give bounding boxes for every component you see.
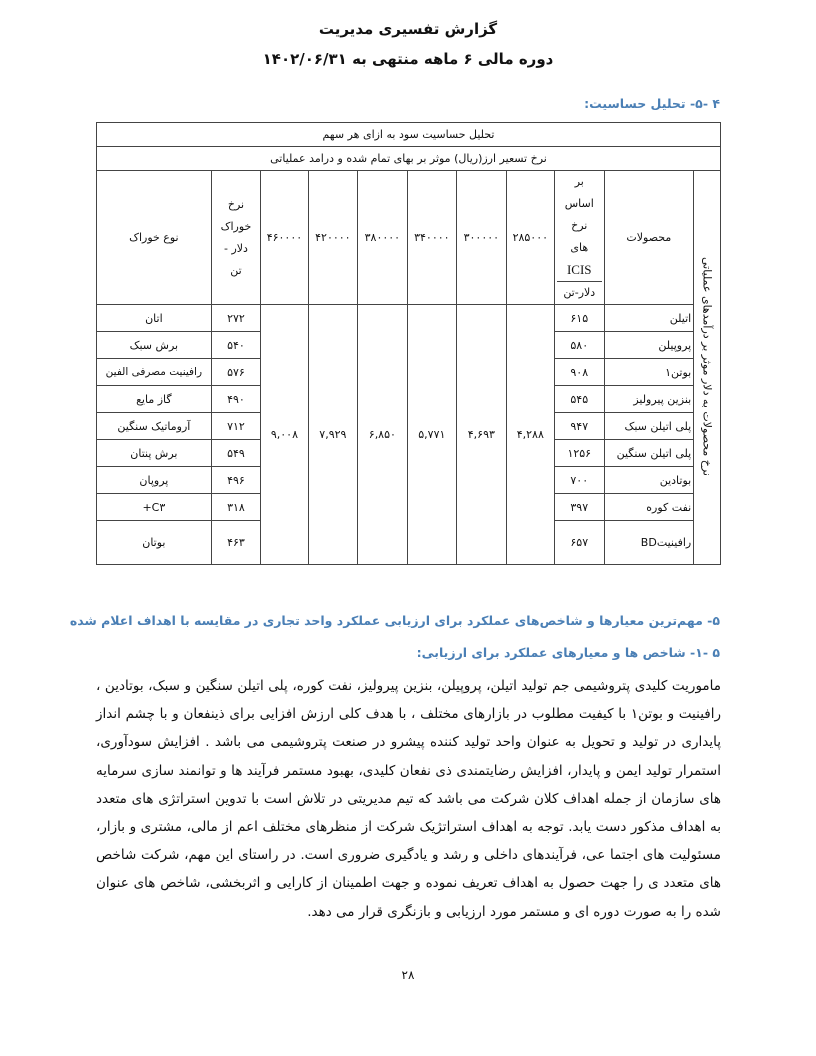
side-label: نرخ محصولات به دلار موثر بر درآمدهای عملیاتی — [700, 256, 714, 476]
feed-name: آروماتیک سنگین — [97, 413, 212, 440]
product-price: ۹۰۸ — [555, 359, 604, 386]
product-name: پروپیلن — [604, 332, 694, 359]
section5-1-heading: ۵ -۱- شاخص ها و معیارهای عملکرد برای ارزیابی: — [416, 645, 720, 660]
feed-rate-line: تن — [230, 263, 242, 277]
rate-header: ۴۶۰۰۰۰ — [261, 171, 308, 305]
icis-line: اساس — [564, 197, 594, 210]
feed-name: پروپان — [97, 467, 212, 494]
col-header-feed: نوع خوراک — [97, 171, 212, 305]
product-name: بنزین پیرولیز — [604, 386, 694, 413]
icis-line: بر — [574, 175, 584, 188]
icis-line: دلار-تن — [563, 286, 596, 299]
product-price: ۳۹۷ — [555, 494, 604, 521]
rate-header: ۳۸۰۰۰۰ — [358, 171, 407, 305]
feed-price: ۴۹۶ — [211, 467, 260, 494]
product-price: ۵۸۰ — [555, 332, 604, 359]
product-name: نفت کوره — [604, 494, 694, 521]
icis-line: نرخ — [571, 219, 588, 232]
table-title: تحلیل حساسیت سود به ازای هر سهم — [97, 123, 721, 147]
product-price: ۵۴۵ — [555, 386, 604, 413]
sensitivity-table — [96, 122, 721, 565]
feed-price: ۵۷۶ — [211, 359, 260, 386]
rate-header: ۴۲۰۰۰۰ — [308, 171, 357, 305]
report-period: دوره مالی ۶ ماهه منتهی به ۱۴۰۲/۰۶/۳۱ — [262, 50, 554, 68]
feed-rate-line: نرخ — [227, 197, 245, 211]
feed-name: اتان — [97, 305, 212, 332]
table-row — [97, 305, 721, 332]
rate-header: ۲۸۵۰۰۰ — [506, 171, 554, 305]
col-header-products: محصولات — [604, 171, 694, 305]
product-name: پلی اتیلن سبک — [604, 413, 694, 440]
icis-line: های — [570, 241, 589, 254]
feed-price: ۴۶۳ — [211, 521, 260, 565]
feed-name: رافینیت مصرفی الفین — [97, 359, 212, 386]
product-name: پلی اتیلن سنگین — [604, 440, 694, 467]
feed-name: برش پنتان — [97, 440, 212, 467]
feed-rate-line: دلار - — [223, 241, 248, 255]
icis-line: ICIS — [557, 259, 601, 282]
section5-heading: ۵- مهم‌ترین معیارها و شاخص‌های عملکرد برای ارزیابی عملکرد واحد تجاری در مقایسه با اهداف اعلام شده — [69, 613, 720, 628]
col-header-feed-rate — [211, 171, 260, 305]
sensitivity-heading: ۴ -۵- تحلیل حساسیت: — [584, 96, 720, 111]
eps-value: ۹,۰۰۸ — [261, 305, 308, 565]
feed-price: ۲۷۲ — [211, 305, 260, 332]
feed-rate-line: خوراک — [220, 219, 252, 233]
table-subtitle: نرخ تسعیر ارز(ریال) موثر بر بهای تمام شده و درامد عملیاتی — [97, 147, 721, 171]
product-price: ۹۴۷ — [555, 413, 604, 440]
eps-value: ۴,۲۸۸ — [506, 305, 554, 565]
product-price: ۶۱۵ — [555, 305, 604, 332]
product-name: بوتن۱ — [604, 359, 694, 386]
product-price: ۱۲۵۶ — [555, 440, 604, 467]
feed-price: ۷۱۲ — [211, 413, 260, 440]
page-number: ۲۸ — [401, 968, 415, 982]
eps-value: ۵,۷۷۱ — [407, 305, 456, 565]
product-name: بوتادین — [604, 467, 694, 494]
feed-name: گاز مایع — [97, 386, 212, 413]
rate-header: ۳۴۰۰۰۰ — [407, 171, 456, 305]
body-paragraph: ماموریت کلیدی پتروشیمی جم تولید اتیلن، پروپیلن، بنزین پیرولیز، نفت کوره، پلی اتیلن سنگین و سبک، بوتادین ، رافینیت و بوتن۱ با کیفیت مطلوب در بازارهای مختلف ، با هدف کلی ارزش افزایی برای ذینفعان و با چشم انداز پایداری در تولید و تحویل به عنوان واحد تولید کننده پیشرو در صنعت پتروشیمی می باشد . افزایش سودآوری، استمرار تولید ایمن و پایدار، افزایش رضایتمندی ذی نفعان کلیدی، بهبود مستمر فرآیند ها و توانمند سازی سرمایه های سازمان از جمله اهداف کلان شرکت می باشد که تیم مدیریتی در تلاش است با تدوین استراتژی های متعدد به اهداف مذکور دست یابد. توجه به اهداف استراتژیک شرکت از منظرهای مختلف اعم از مالی، مشتری و بازار، مسئولیت های اجتما عی، فرآیندهای داخلی و رشد و یادگیری ضروری است. در راستای این مهم، شرکت شاخص های متعدد ی را جهت حصول به اهداف تعریف نموده و جهت اطمینان از کارایی و اثربخشی، شاخص های عنوان شده را به صورت دوره ای و مستمر مورد ارزیابی و بازنگری قرار می دهد. — [96, 678, 721, 920]
side-label-cell — [694, 171, 721, 565]
col-header-icis — [555, 171, 604, 305]
eps-value: ۶,۸۵۰ — [358, 305, 407, 565]
feed-price: ۵۴۰ — [211, 332, 260, 359]
feed-name: C۳+ — [97, 494, 212, 521]
eps-value: ۴,۶۹۳ — [457, 305, 506, 565]
product-price: ۶۵۷ — [555, 521, 604, 565]
product-name: رافینیتBD — [604, 521, 694, 565]
feed-price: ۳۱۸ — [211, 494, 260, 521]
feed-price: ۴۹۰ — [211, 386, 260, 413]
eps-value: ۷,۹۲۹ — [308, 305, 357, 565]
report-title: گزارش تفسیری مدیریت — [318, 20, 498, 38]
feed-name: بوتان — [97, 521, 212, 565]
feed-name: برش سبک — [97, 332, 212, 359]
product-price: ۷۰۰ — [555, 467, 604, 494]
feed-price: ۵۴۹ — [211, 440, 260, 467]
product-name: اتیلن — [604, 305, 694, 332]
rate-header: ۳۰۰۰۰۰ — [457, 171, 506, 305]
